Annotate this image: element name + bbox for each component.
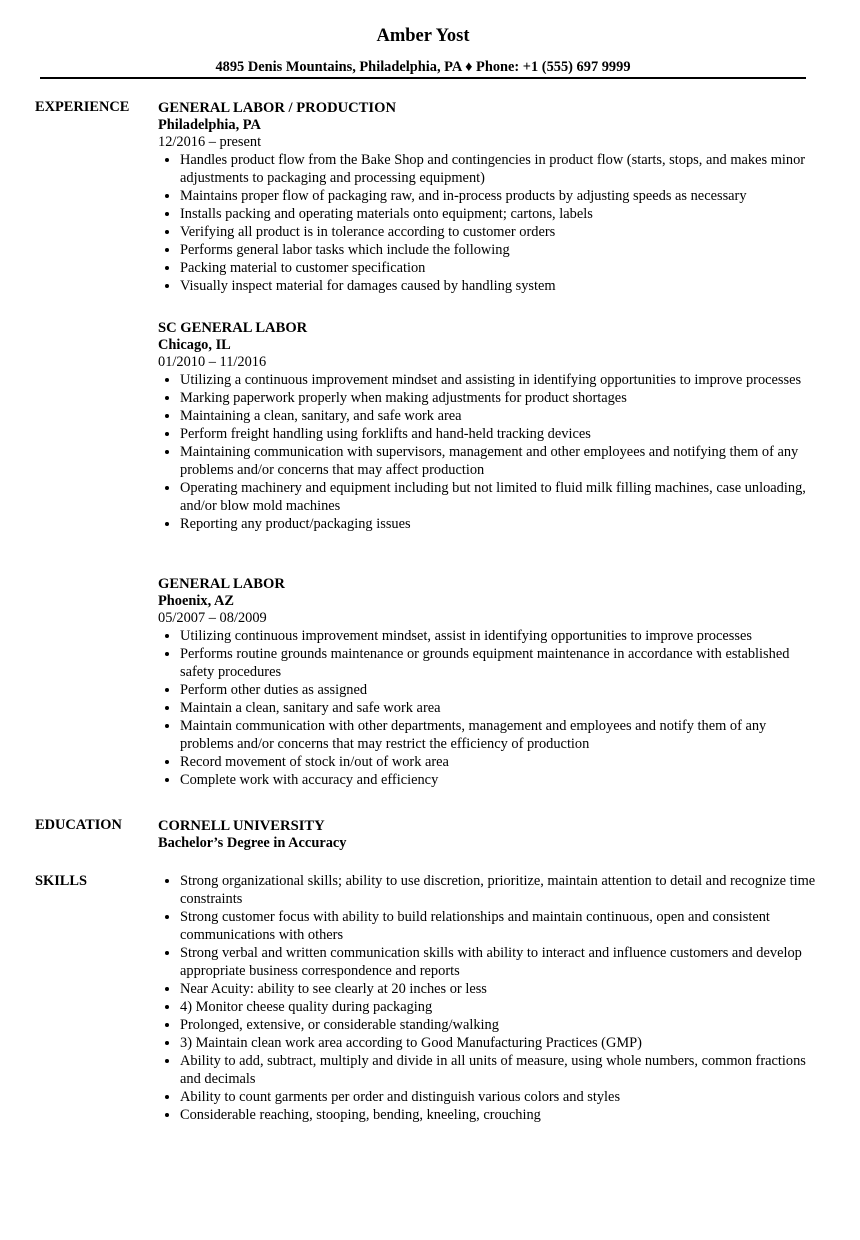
skills-list (158, 872, 818, 1124)
list-item: • Maintains proper flow of packaging raw, and in-process products by adjusting speeds as necessary (180, 187, 818, 205)
list-item: • Maintaining communication with supervisors, management and other employees and notifying them of any problems and/or concerns that may affect production (180, 443, 818, 479)
skills-heading: SKILLS (35, 873, 87, 889)
list-item: • Strong customer focus with ability to build relationships and maintain continuous, open and consistent communications with others (180, 908, 818, 944)
list-item: • Record movement of stock in/out of work area (180, 753, 818, 771)
job-bullets (158, 371, 818, 533)
list-item: • Marking paperwork properly when making adjustments for product shortages (180, 389, 818, 407)
job-entry-1 (158, 99, 818, 295)
list-item: • Handles product flow from the Bake Shop and contingencies in product flow (starts, stops, and makes minor adjustments to packaging and processing equipment) (180, 151, 818, 187)
list-item: • Maintaining a clean, sanitary, and safe work area (180, 407, 818, 425)
contact-line: 4895 Denis Mountains, Philadelphia, PA ♦ Phone: +1 (555) 697 9999 (215, 59, 631, 75)
job-dates: 01/2010 – 11/2016 (158, 354, 267, 370)
candidate-name: Amber Yost (376, 26, 470, 46)
job-dates: 05/2007 – 08/2009 (158, 610, 267, 626)
list-item: • Prolonged, extensive, or considerable standing/walking (180, 1016, 818, 1034)
list-item: • Visually inspect material for damages caused by handling system (180, 277, 818, 295)
list-item: • Strong organizational skills; ability to use discretion, prioritize, maintain attention to detail and recognize time constraints (180, 872, 818, 908)
education-heading: EDUCATION (35, 817, 122, 833)
list-item: • Utilizing continuous improvement mindset, assist in identifying opportunities to improve processes (180, 627, 818, 645)
list-item: • Maintain a clean, sanitary and safe work area (180, 699, 818, 717)
list-item: • Installs packing and operating materials onto equipment; cartons, labels (180, 205, 818, 223)
list-item: • Reporting any product/packaging issues (180, 515, 818, 533)
degree: Bachelor’s Degree in Accuracy (158, 835, 347, 851)
list-item: • Maintain communication with other departments, management and employees and notify them of any problems and/or concerns that may restrict the efficiency of production (180, 717, 818, 753)
list-item: • Utilizing a continuous improvement mindset and assisting in identifying opportunities to improve processes (180, 371, 818, 389)
list-item: • Complete work with accuracy and efficiency (180, 771, 818, 789)
job-title: GENERAL LABOR (158, 576, 285, 592)
job-location: Phoenix, AZ (158, 593, 234, 609)
list-item: • Ability to add, subtract, multiply and divide in all units of measure, using whole numbers, common fractions and decimals (180, 1052, 818, 1088)
skills-entry (158, 872, 818, 1124)
header-divider (40, 77, 806, 79)
job-entry-2 (158, 319, 818, 533)
list-item: • 3) Maintain clean work area according to Good Manufacturing Practices (GMP) (180, 1034, 818, 1052)
job-entry-3 (158, 575, 818, 789)
job-bullets (158, 627, 818, 789)
list-item: • Packing material to customer specification (180, 259, 818, 277)
list-item: • Strong verbal and written communication skills with ability to interact and influence customers and develop appropriate business correspondence and reports (180, 944, 818, 980)
list-item: • Considerable reaching, stooping, bending, kneeling, crouching (180, 1106, 818, 1124)
list-item: • Operating machinery and equipment including but not limited to fluid milk filling machines, case unloading, and/or blow mold machines (180, 479, 818, 515)
list-item: • Perform other duties as assigned (180, 681, 818, 699)
job-dates: 12/2016 – present (158, 134, 262, 150)
experience-heading: EXPERIENCE (35, 99, 130, 115)
list-item: • Verifying all product is in tolerance according to customer orders (180, 223, 818, 241)
job-title: GENERAL LABOR / PRODUCTION (158, 100, 396, 116)
list-item: • Performs general labor tasks which include the following (180, 241, 818, 259)
school-name: CORNELL UNIVERSITY (158, 818, 325, 834)
list-item: • 4) Monitor cheese quality during packaging (180, 998, 818, 1016)
job-location: Philadelphia, PA (158, 117, 261, 133)
education-entry (158, 817, 818, 852)
list-item: • Perform freight handling using forklifts and hand-held tracking devices (180, 425, 818, 443)
job-title: SC GENERAL LABOR (158, 320, 308, 336)
list-item: • Near Acuity: ability to see clearly at 20 inches or less (180, 980, 818, 998)
job-location: Chicago, IL (158, 337, 231, 353)
list-item: • Performs routine grounds maintenance or grounds equipment maintenance in accordance with established safety procedures (180, 645, 818, 681)
list-item: • Ability to count garments per order and distinguish various colors and styles (180, 1088, 818, 1106)
job-bullets (158, 151, 818, 295)
